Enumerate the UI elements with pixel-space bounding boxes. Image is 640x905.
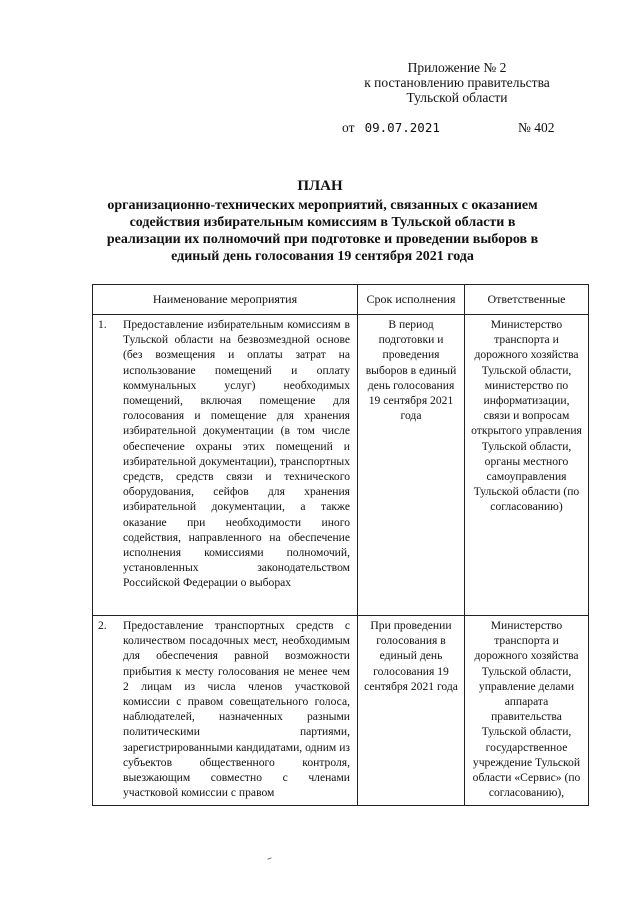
row-name: Предоставление транспортных средств с количеством посадочных мест, необходимым для обеспечения равной возможности прибытия к месту голосования не менее чем 2 лицам из числа членов участковой комиссии с правом совещательного голоса, наблюдателей, назначенных разными политическими партиями, зарегистрированными кандидатами, одним из субъектов общественного контроля, выезжающим совместно с членами участковой комиссии с правом bbox=[123, 619, 350, 800]
row-responsible: Министерство транспорта и дорожного хозяйства Тульской области, управление делами аппарата правительства Тульской области, государственное учреждение Тульской области «Сервис» (по согласованию), bbox=[472, 619, 581, 800]
row-responsible-cell bbox=[465, 315, 589, 616]
page-title: ПЛАН bbox=[297, 178, 343, 194]
row-term: В период подготовки и проведения выборов в единый день голосования 19 сентября 2021 года bbox=[365, 318, 457, 423]
row-term-cell bbox=[358, 315, 465, 616]
column-header-responsible: Ответственные bbox=[465, 285, 589, 315]
row-name: Предоставление избирательным комиссиям в Тульской области на безвозмездной основе (без возмещения и оплаты затрат на использование помещений и оплату коммунальных услуг) необходимых помещений, включая помещение для голосования и помещение для хранения избирательной документации (в том числе обеспечение охраны этих помещений и избирательной документации), транспортных средств, средств связи и технического оборудования, сейфов для хранения избирательной документации, а также оказание при необходимости иного содействия, направленного на обеспечение исполнения комиссиями полномочий, установленных законодательством Российской Федерации о выборах bbox=[123, 318, 350, 590]
row-term: При проведении голосования в единый день голосования 19 сентября 2021 года bbox=[364, 619, 458, 693]
page-subtitle: организационно-технических мероприятий, связанных с оказанием содействия избирательным комиссиям в Тульской области в реализации их полномочий при подготовке и проведении выборов в единый день голосования 19 сентября 2021 года bbox=[106, 198, 539, 264]
row-responsible-cell bbox=[465, 616, 589, 806]
row-name-cell bbox=[93, 315, 358, 616]
table-row bbox=[93, 315, 589, 616]
table-header-row bbox=[93, 285, 589, 315]
row-number: 2. bbox=[98, 619, 107, 632]
appendix-block bbox=[352, 60, 562, 105]
plan-table bbox=[92, 284, 589, 806]
row-term-cell bbox=[358, 616, 465, 806]
date-prefix: от bbox=[342, 120, 355, 135]
table-row bbox=[93, 616, 589, 806]
appendix-line-2: к постановлению правительства bbox=[364, 75, 550, 90]
column-header-term: Срок исполнения bbox=[358, 285, 465, 315]
appendix-line-1: Приложение № 2 bbox=[407, 60, 507, 75]
row-name-cell bbox=[93, 616, 358, 806]
resolution-date bbox=[342, 120, 440, 136]
date-value: 09.07.2021 bbox=[364, 120, 440, 135]
scan-mark bbox=[267, 857, 272, 862]
row-responsible: Министерство транспорта и дорожного хозяйства Тульской области, министерство по информатизации, связи и вопросам открытого управления Тульской области, органы местного самоуправления Тульской области (по согласованию) bbox=[471, 318, 582, 514]
column-header-name: Наименование мероприятия bbox=[93, 285, 358, 315]
appendix-line-3: Тульской области bbox=[406, 90, 508, 105]
resolution-number: № 402 bbox=[518, 120, 555, 135]
row-number: 1. bbox=[98, 318, 107, 331]
